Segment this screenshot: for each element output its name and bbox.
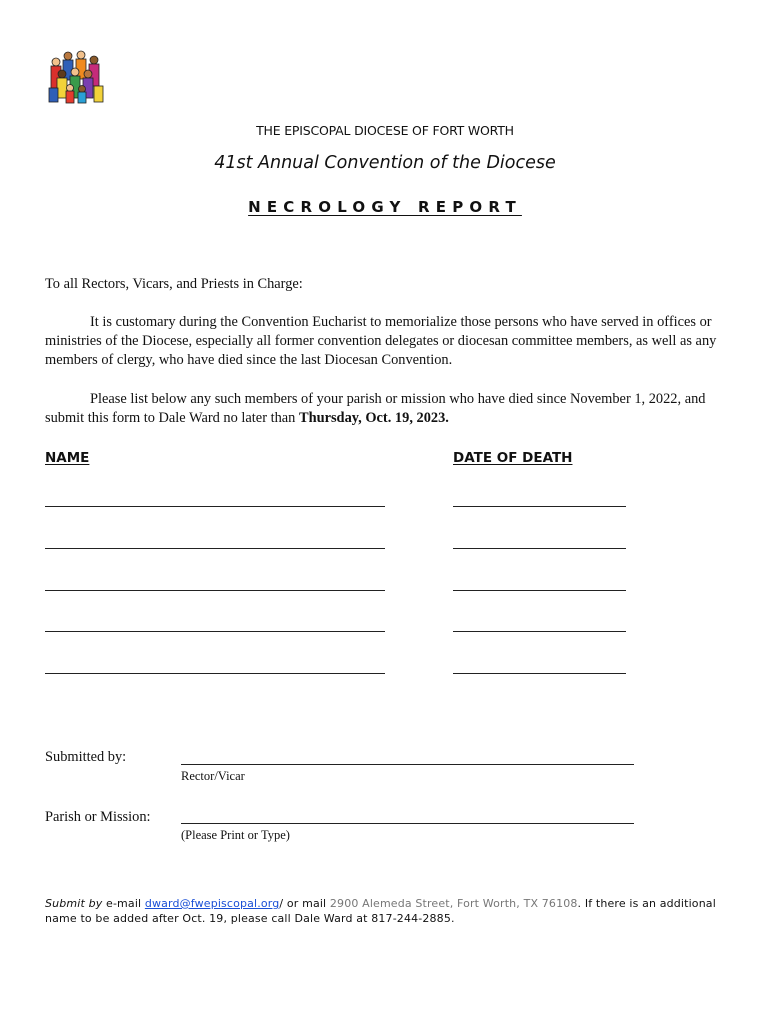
date-field-1[interactable] — [453, 506, 626, 507]
people-group-logo-icon — [46, 48, 106, 106]
email-prefix: e-mail — [102, 897, 145, 910]
intro-paragraph: It is customary during the Convention Eucharist to memorialize those persons who have served in offices or ministries of the Diocese, especially all former convention delegates or diocesan committee members, as well as any members of clergy, who have died since the last Diocesan Convention. — [45, 314, 717, 369]
instructions-paragraph — [45, 390, 735, 428]
footer-rest: . If there is an additional name to be added after Oct. 19, please call Dale Ward at 817-244-2885. — [45, 897, 716, 925]
name-field-3[interactable] — [45, 590, 385, 591]
email-link[interactable]: dward@fwepiscopal.org — [144, 897, 280, 910]
parish-or-mission-field[interactable] — [181, 823, 634, 824]
organization-name: THE EPISCOPAL DIOCESE OF FORT WORTH — [256, 123, 514, 138]
name-field-5[interactable] — [45, 673, 385, 674]
date-field-5[interactable] — [453, 673, 626, 674]
deadline-text: Thursday, Oct. 19, 2023. — [298, 410, 449, 427]
date-field-2[interactable] — [453, 548, 626, 549]
report-title: NECROLOGY REPORT — [248, 198, 522, 216]
submitted-by-label: Submitted by: — [45, 749, 127, 765]
submission-footer — [45, 897, 735, 926]
parish-or-mission-label: Parish or Mission: — [45, 809, 151, 825]
print-or-type-caption: (Please Print or Type) — [181, 828, 290, 842]
convention-title: 41st Annual Convention of the Diocese — [214, 153, 556, 173]
submit-by-text: Submit by — [45, 897, 103, 910]
date-of-death-column-header: DATE OF DEATH — [453, 450, 573, 466]
date-field-3[interactable] — [453, 590, 626, 591]
mail-text: / or mail — [279, 897, 330, 910]
rector-vicar-caption: Rector/Vicar — [181, 769, 245, 783]
date-field-4[interactable] — [453, 631, 626, 632]
mailing-address: 2900 Alemeda Street, Fort Worth, TX 76108 — [329, 897, 578, 910]
name-field-2[interactable] — [45, 548, 385, 549]
name-field-4[interactable] — [45, 631, 385, 632]
name-column-header: NAME — [45, 450, 90, 466]
name-field-1[interactable] — [45, 506, 385, 507]
salutation: To all Rectors, Vicars, and Priests in Charge: — [45, 276, 303, 292]
submitted-by-field[interactable] — [181, 764, 634, 765]
instructions-text: Please list below any such members of your parish or mission who have died since November 1, 2022, and submit this form to Dale Ward no later than — [45, 391, 706, 427]
